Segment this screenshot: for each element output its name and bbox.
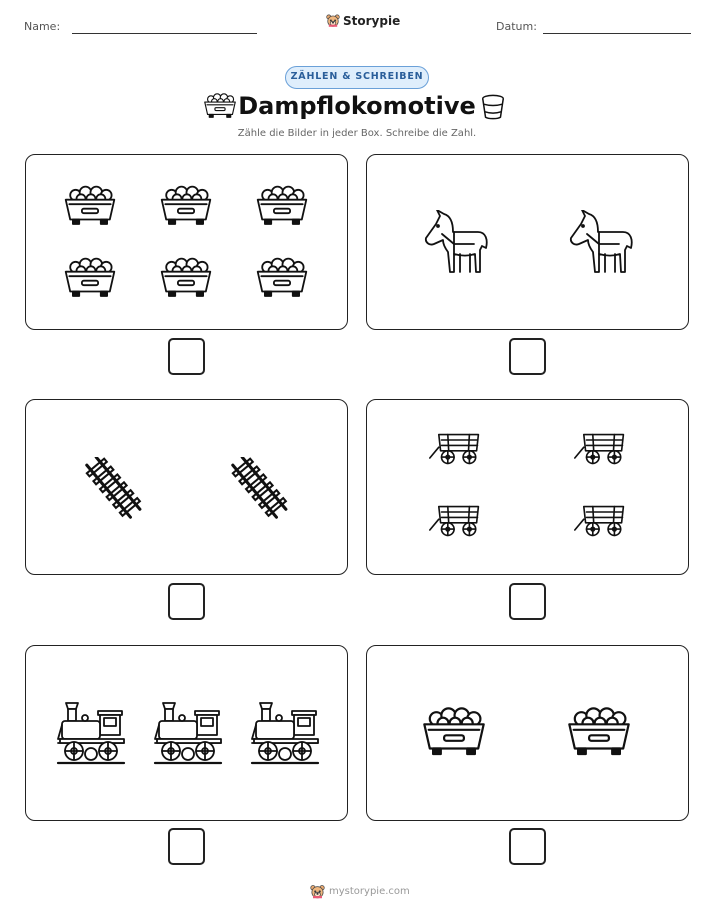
name-line[interactable] (72, 33, 257, 34)
count-panel-1 (25, 154, 348, 330)
brand-logo (326, 13, 400, 28)
coal-cart-icon (63, 185, 117, 227)
coal-cart-icon (255, 185, 309, 227)
instructions: Zähle die Bilder in jeder Box. Schreibe die Zahl. (237, 128, 477, 139)
coal-cart-icon (566, 706, 632, 758)
answer-box-4[interactable] (509, 583, 546, 620)
date-label: Datum: (496, 20, 537, 33)
category-badge: ZÄHLEN & SCHREIBEN (285, 66, 429, 89)
answer-box-5[interactable] (168, 828, 205, 865)
rail-track-icon (78, 457, 150, 519)
locomotive-icon (56, 701, 126, 765)
footer (310, 884, 410, 899)
count-panel-4 (366, 399, 689, 575)
page-title: Dampflokomotive (238, 92, 476, 120)
rail-track-icon (224, 457, 296, 519)
count-panel-5 (25, 645, 348, 821)
locomotive-icon (250, 701, 320, 765)
wagon-icon (428, 430, 482, 468)
wagon-icon (573, 430, 627, 468)
locomotive-icon (153, 701, 223, 765)
bear-logo-icon (326, 13, 340, 28)
name-label: Name: (24, 20, 61, 33)
wagon-icon (428, 502, 482, 540)
coal-cart-icon (159, 257, 213, 299)
horse-icon (565, 210, 635, 276)
count-panel-3 (25, 399, 348, 575)
answer-box-1[interactable] (168, 338, 205, 375)
horse-icon (420, 210, 490, 276)
bucket-icon (479, 93, 507, 121)
coal-cart-icon (421, 706, 487, 758)
answer-box-2[interactable] (509, 338, 546, 375)
brand-name: Storypie (343, 13, 401, 28)
bear-logo-icon (310, 884, 325, 899)
coal-cart-icon (159, 185, 213, 227)
answer-box-6[interactable] (509, 828, 546, 865)
footer-url[interactable]: mystorypie.com (329, 886, 410, 897)
date-line[interactable] (543, 33, 691, 34)
count-panel-6 (366, 645, 689, 821)
count-panel-2 (366, 154, 689, 330)
wagon-icon (573, 502, 627, 540)
coal-cart-icon (255, 257, 309, 299)
coal-cart-icon (63, 257, 117, 299)
answer-box-3[interactable] (168, 583, 205, 620)
